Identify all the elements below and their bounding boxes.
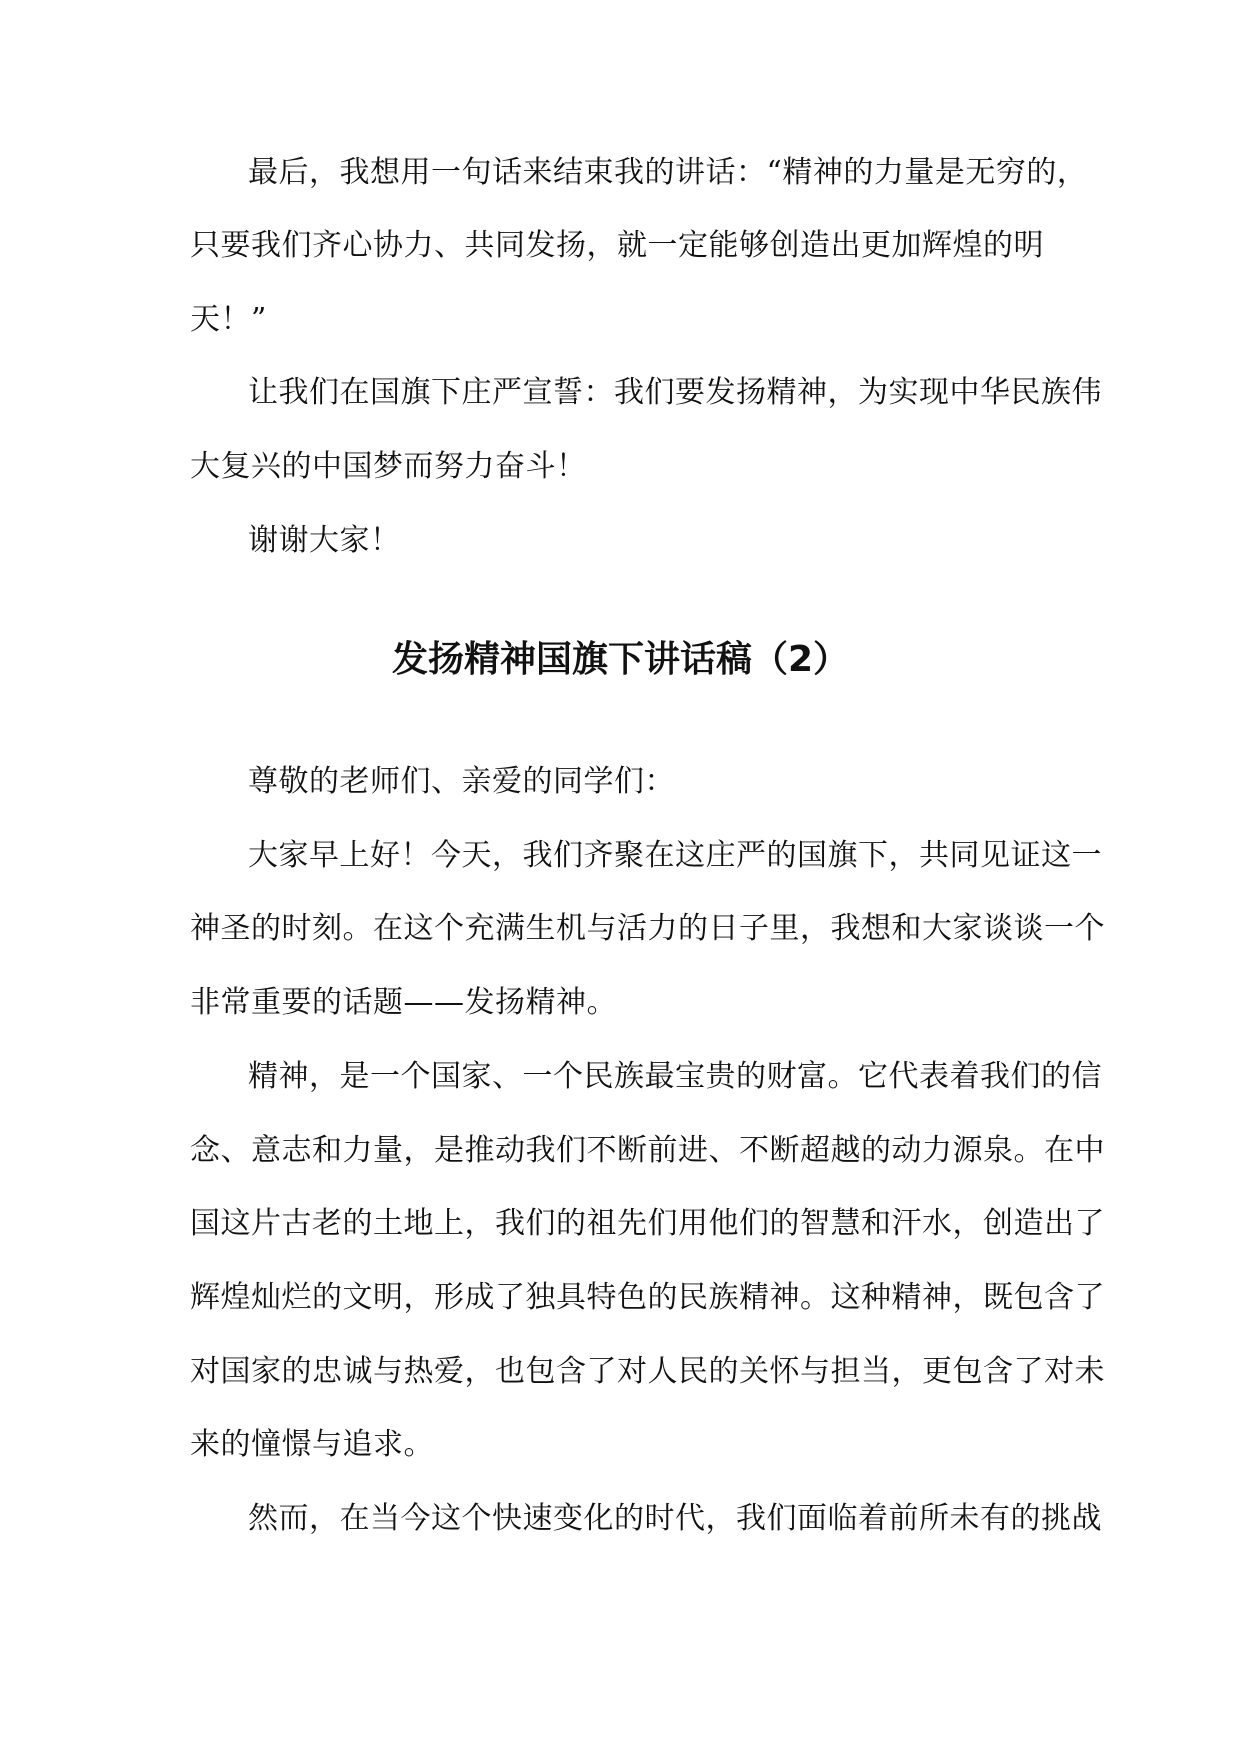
section-title: 发扬精神国旗下讲话稿（2） bbox=[391, 639, 850, 680]
paragraph-line: 只要我们齐心协力、共同发扬，就一定能够创造出更加辉煌的明 bbox=[190, 228, 1044, 263]
paragraph-line: 精神，是一个国家、一个民族最宝贵的财富。它代表着我们的信 bbox=[248, 1059, 1102, 1094]
paragraph-line: 最后，我想用一句话来结束我的讲话：“精神的力量是无穷的， bbox=[248, 155, 1088, 190]
paragraph-line: 大家早上好！今天，我们齐聚在这庄严的国旗下，共同见证这一 bbox=[248, 838, 1102, 873]
paragraph-line: 让我们在国旗下庄严宣誓：我们要发扬精神，为实现中华民族伟 bbox=[248, 375, 1102, 410]
paragraph-line: 神圣的时刻。在这个充满生机与活力的日子里，我想和大家谈谈一个 bbox=[190, 911, 1105, 946]
paragraph-line: 尊敬的老师们、亲爱的同学们： bbox=[248, 764, 675, 799]
paragraph-line: 大复兴的中国梦而努力奋斗！ bbox=[190, 449, 587, 484]
paragraph-line: 对国家的忠诚与热爱，也包含了对人民的关怀与担当，更包含了对未 bbox=[190, 1354, 1105, 1389]
paragraph-line: 国这片古老的土地上，我们的祖先们用他们的智慧和汗水，创造出了 bbox=[190, 1206, 1105, 1241]
paragraph-line: 谢谢大家！ bbox=[248, 523, 401, 558]
paragraph-line: 天！” bbox=[190, 302, 267, 337]
paragraph-line: 来的憧憬与追求。 bbox=[190, 1427, 434, 1462]
paragraph-line: 然而，在当今这个快速变化的时代，我们面临着前所未有的挑战 bbox=[248, 1501, 1102, 1536]
paragraph-line: 念、意志和力量，是推动我们不断前进、不断超越的动力源泉。在中 bbox=[190, 1133, 1105, 1168]
paragraph-line: 辉煌灿烂的文明，形成了独具特色的民族精神。这种精神，既包含了 bbox=[190, 1280, 1105, 1315]
paragraph-line: 非常重要的话题——发扬精神。 bbox=[190, 985, 617, 1020]
